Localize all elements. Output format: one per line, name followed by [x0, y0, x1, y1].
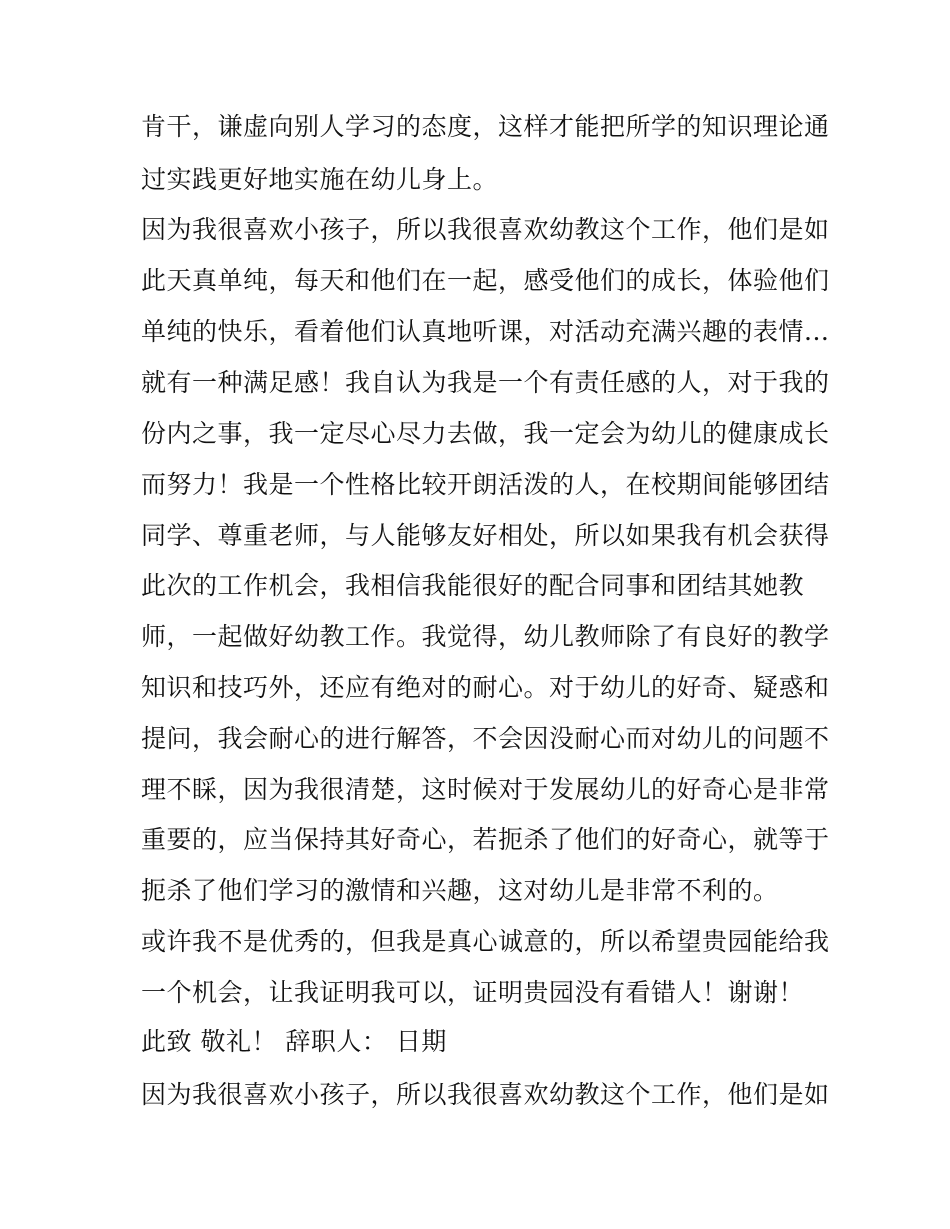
text-line: 同学、尊重老师，与人能够友好相处，所以如果我有机会获得	[141, 521, 830, 550]
text-line: 此致 敬礼！ 辞职人： 日期	[141, 1027, 447, 1056]
text-line: 重要的，应当保持其好奇心，若扼杀了他们的好奇心，就等于	[141, 825, 830, 854]
text-line: 就有一种满足感！我自认为我是一个有责任感的人，对于我的	[141, 368, 830, 397]
text-line: 此次的工作机会，我相信我能很好的配合同事和团结其她教	[141, 571, 805, 600]
text-line: 师，一起做好幼教工作。我觉得，幼儿教师除了有良好的教学	[141, 622, 830, 651]
text-line: 肯干，谦虚向别人学习的态度，这样才能把所学的知识理论通	[141, 112, 830, 141]
text-line: 份内之事，我一定尽心尽力去做，我一定会为幼儿的健康成长	[141, 419, 830, 448]
text-line: 一个机会，让我证明我可以，证明贵园没有看错人！谢谢！	[141, 978, 805, 1007]
text-line: 因为我很喜欢小孩子，所以我很喜欢幼教这个工作，他们是如	[141, 1080, 830, 1109]
text-line: 扼杀了他们学习的激情和兴趣，这对幼儿是非常不利的。	[141, 876, 779, 905]
text-line: 单纯的快乐，看着他们认真地听课，对活动充满兴趣的表情...	[141, 317, 830, 346]
text-line: 因为我很喜欢小孩子，所以我很喜欢幼教这个工作，他们是如	[141, 215, 830, 244]
text-line: 知识和技巧外，还应有绝对的耐心。对于幼儿的好奇、疑惑和	[141, 673, 830, 702]
text-line: 此天真单纯，每天和他们在一起，感受他们的成长，体验他们	[141, 266, 830, 295]
text-line: 理不睬，因为我很清楚，这时候对于发展幼儿的好奇心是非常	[141, 775, 830, 804]
text-line: 过实践更好地实施在幼儿身上。	[141, 165, 499, 194]
text-line: 提问，我会耐心的进行解答，不会因没耐心而对幼儿的问题不	[141, 724, 830, 753]
text-line: 或许我不是优秀的，但我是真心诚意的，所以希望贵园能给我	[141, 927, 830, 956]
text-line: 而努力！我是一个性格比较开朗活泼的人，在校期间能够团结	[141, 470, 830, 499]
